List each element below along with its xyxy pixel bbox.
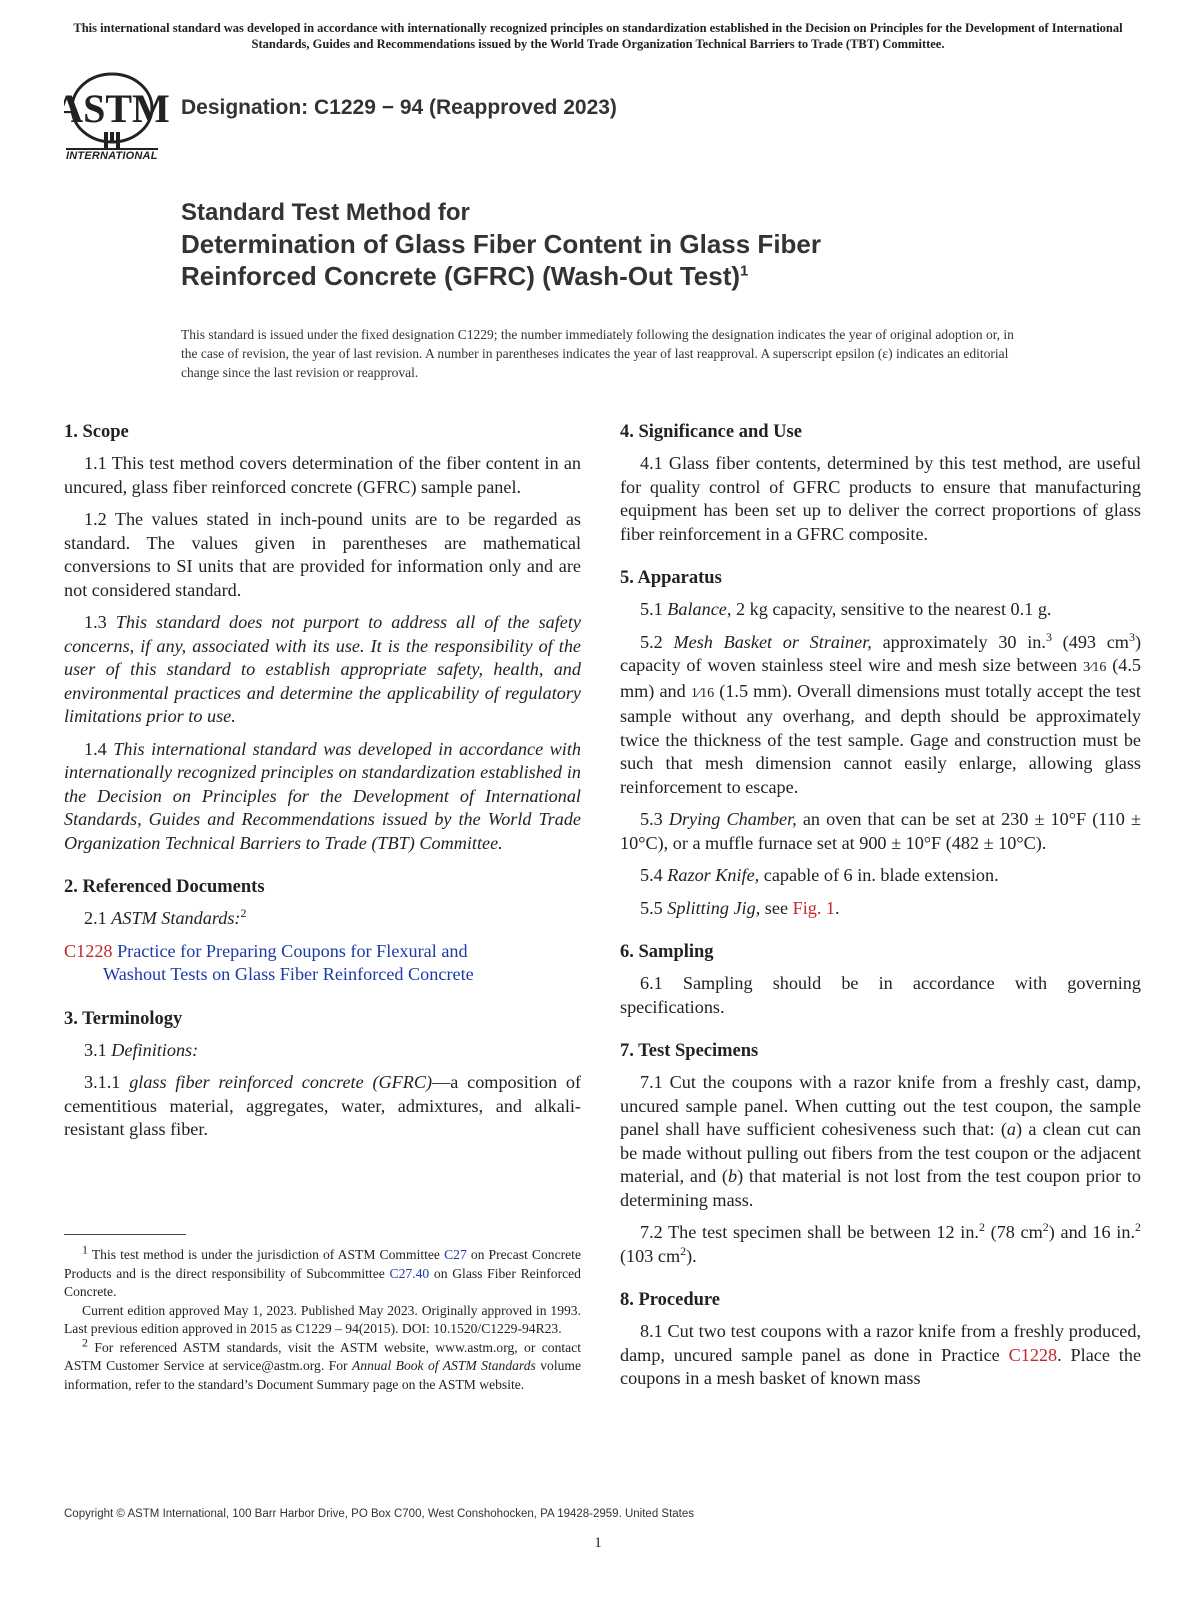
superscript: 2 [1042,1219,1049,1234]
section-scope [64,420,581,855]
section-referenced-documents [64,875,581,987]
punctuation: . [835,897,840,918]
footnote-edition: Current edition approved May 1, 2023. Published May 2023. Originally approved in 1993. Last previous edition approved in 2015 as C1229 – 94(2015). DOI: 10.1520/C1229-94R23. [64,1302,581,1336]
paragraph-number: 5.4 [640,865,663,885]
svg-text:ASTM: ASTM [64,86,170,131]
paragraph-text: This standard does not purport to address all of the safety concerns, if any, associated with its use. It is the responsibility of the user of this standard to establish appropriate safety, health, and environmental practices and determine the applicability of regulatory limitations prior to use. [64,612,582,726]
section-heading: 1. Scope [64,422,129,442]
paragraph-label: Balance, [667,599,732,619]
paragraph-text: see [764,897,789,918]
paragraph-number: 5.3 [640,809,663,829]
designation: Designation: C1229 − 94 (Reapproved 2023) [181,96,617,119]
section-procedure [620,1288,1141,1391]
section-heading: 6. Sampling [620,942,714,962]
defined-term: glass fiber reinforced concrete (GFRC) [129,1072,433,1092]
title-line-3-text: Reinforced Concrete (GFRC) (Wash-Out Test) [181,261,741,291]
paragraph-number: 1.4 [84,738,107,759]
definition-text: —a composition of cementitious material, aggregates, water, admixtures, and alkali-resistant glass fiber. [64,1072,582,1139]
paragraph-5-2 [620,631,1141,800]
section-terminology [64,1007,581,1142]
section-heading: 8. Procedure [620,1290,721,1310]
paragraph-text: an oven that can be set at 230 ± 10°F (110 ± 10°C), or a muffle furnace set at 900 ± 10°F (482 ± 10°C). [620,809,1141,853]
paragraph-1-4 [64,738,581,856]
paragraph-4-1: 4.1 Glass fiber contents, determined by this test method, are useful for quality control of GFRC products to ensure that manufacturing equipment has been set up to deliver the correct proportions of glass fiber reinforcement in a GFRC composite. [620,453,1141,544]
paragraph-text: approximately 30 in. [882,631,1046,652]
superscript: 2 [978,1219,985,1234]
list-letter: a [1006,1119,1017,1139]
paragraph-7-1 [620,1071,1141,1212]
footnote-mark: 2 [82,1334,88,1349]
section-heading: 5. Apparatus [620,568,722,588]
paragraph-number: 5.2 [640,631,663,652]
paragraph-5-3 [620,808,1141,855]
footnote-italic: Annual Book of ASTM Standards [351,1358,536,1373]
paragraph-number: 3.1.1 [84,1072,121,1092]
paragraph-text: This international standard was developed in accordance with internationally recognized principles on standardization established in the Decision on Principles for the Development of International Standards, Guides and Recommendations issued by the World Trade Organization Technical Barriers to Trade (TBT) Committee. [64,738,582,853]
astm-logo [64,72,170,168]
paragraph-label: Definitions: [111,1039,199,1060]
footnote-mark[interactable]: 2 [240,905,247,920]
paragraph-number: 2.1 [84,908,107,928]
paragraph-text: ) that material is not lost from the test coupon prior to determining mass. [620,1166,1141,1210]
issued-statement: This standard is issued under the fixed designation C1229; the number immediately following the designation indicates the year of original adoption or, in the case of revision, the year of last revision. A number in parentheses indicates the year of last reapproval. A superscript epsilon (ε) indicates an editorial change since the last revision or reapproval. [181,327,1014,380]
paragraph-7-2 [620,1221,1141,1268]
section-significance [620,420,1141,546]
section-heading: 3. Terminology [64,1008,183,1029]
title-line-1: Standard Test Method for [181,199,470,226]
committee-link[interactable]: C27 [444,1247,467,1262]
reference-title-link-cont[interactable]: Washout Tests on Glass Fiber Reinforced Concrete [103,964,474,984]
paragraph-text: (493 cm [1062,631,1129,652]
paragraph-8-1 [620,1320,1141,1391]
section-heading: 4. Significance and Use [620,422,802,442]
paragraph-label: Splitting Jig, [667,897,761,918]
wto-notice: This international standard was developed in accordance with internationally recognized principles on standardization established in the Decision on Principles for the Development of International Standards, Guides and Recommendations issued by the World Trade Organization Technical Barriers to Trade (TBT) Committee. [73,21,1123,51]
paragraph-text: ) capacity of woven stainless steel wire and mesh size between [620,631,1142,675]
paragraph-number: 3.1 [84,1039,107,1060]
section-test-specimens [620,1039,1141,1268]
paragraph-label: Mesh Basket or Strainer, [673,631,872,652]
paragraph-text: (4.5 mm) and [620,655,1142,701]
paragraph-5-5 [620,897,1141,921]
fraction: 3⁄16 [1083,660,1107,675]
superscript: 2 [1135,1219,1141,1234]
footnote-1 [64,1242,581,1302]
footnote-text: on Glass Fiber Reinforced Concrete. [64,1265,581,1299]
reference-code-link[interactable]: C1228 [64,940,113,961]
paragraph-5-1 [620,598,1141,622]
paragraph-6-1: 6.1 Sampling should be in accordance with governing specifications. [620,973,1141,1017]
paragraph-number: 1.3 [84,612,107,632]
paragraph-number: 5.1 [640,599,663,619]
paragraph-text: (103 cm [620,1245,681,1266]
subcommittee-link[interactable]: C27.40 [389,1265,430,1281]
paragraph-5-4 [620,864,1141,888]
paragraph-3-1 [64,1039,581,1063]
paragraph-label: Razor Knife, [667,865,760,885]
title-line-2: Determination of Glass Fiber Content in Glass Fiber [181,229,821,259]
title-footnote-mark[interactable]: 1 [740,262,749,280]
paragraph-text: (1.5 mm). Overall dimensions must totally accept the test sample without any overhang, and depth should be approximately twice the thickness of the test sample. Gage and construction must be such that mesh dimension cannot easily enlarge, allowing glass reinforcement to escape. [620,680,1141,797]
footnote-text: volume information, refer to the standard’s Document Summary page on the ASTM website. [64,1358,581,1392]
paragraph-text: 7.2 The test specimen shall be between 12 in. [640,1222,979,1242]
paragraph-label: ASTM Standards: [111,908,241,928]
fraction: 1⁄16 [690,685,715,701]
copyright: Copyright © ASTM International, 100 Barr Harbor Drive, PO Box C700, West Conshohocken, PA 19428-2959. United States [64,1508,695,1520]
section-heading: 7. Test Specimens [620,1041,759,1061]
section-heading: 2. Referenced Documents [64,877,265,897]
section-sampling [620,940,1141,1019]
footnote-text: This test method is under the jurisdiction of ASTM Committee [91,1247,440,1262]
left-column [64,420,581,1162]
paragraph-label: Drying Chamber, [668,809,797,829]
superscript: 3 [1128,629,1135,644]
list-letter: b [727,1166,738,1186]
paragraph-text: 7.1 Cut the coupons with a razor knife from a freshly cast, damp, uncured sample panel. When cutting out the test coupon, the sample panel shall have sufficient cohesiveness such that: ( [620,1072,1141,1139]
footnote-text: For referenced ASTM standards, visit the ASTM website, www.astm.org, or contact ASTM Customer Service at service@astm.org. For [64,1339,581,1373]
paragraph-1-1: 1.1 This test method covers determination of the fiber content in an uncured, glass fiber reinforced concrete (GFRC) sample panel. [64,453,581,497]
paragraph-text: ). [686,1245,697,1266]
document-title [181,198,1081,292]
superscript: 2 [680,1243,687,1258]
c1228-link[interactable]: C1228 [1008,1344,1058,1365]
section-apparatus [620,566,1141,920]
paragraph-text: 8.1 Cut two test coupons with a razor knife from a freshly produced, damp, uncured sample panel as done in Practice [620,1321,1141,1365]
footnote-2 [64,1334,581,1395]
page-number: 1 [594,1535,602,1551]
paragraph-1-2: 1.2 The values stated in inch-pound units are to be regarded as standard. The values given in parentheses are mathematical conversions to SI units that are provided for information only and are not considered standard. [64,509,581,600]
footnote-mark: 1 [82,1242,88,1257]
right-column [620,420,1141,1411]
paragraph-number: 5.5 [640,897,663,918]
paragraph-3-1-1 [64,1071,581,1142]
paragraph-text: . Place the coupons in a mesh basket of known mass [620,1344,1142,1388]
title-line-3 [181,260,1081,292]
paragraph-text: (78 cm [990,1222,1043,1242]
paragraph-text: capable of 6 in. blade extension. [763,865,999,885]
paragraph-text: ) and 16 in. [1048,1222,1135,1242]
footnotes [64,1242,581,1394]
paragraph-text: ) a clean cut can be made without pulling out fibers from the test coupon or the adjacent material, and ( [620,1119,1142,1186]
superscript: 3 [1045,629,1052,644]
paragraph-text: 2 kg capacity, sensitive to the nearest 0.1 g. [735,599,1052,619]
paragraph-2-1 [64,907,581,931]
footnote-text: on Precast Concrete Products and is the direct responsibility of Subcommittee [64,1247,581,1281]
footnote-rule [64,1234,186,1235]
reference-title-link[interactable]: Practice for Preparing Coupons for Flexural and [117,940,468,961]
logo-caption: INTERNATIONAL [66,150,158,162]
paragraph-1-3 [64,611,581,729]
reference-c1228[interactable] [64,940,581,987]
figure-1-link[interactable]: Fig. 1 [792,897,836,918]
